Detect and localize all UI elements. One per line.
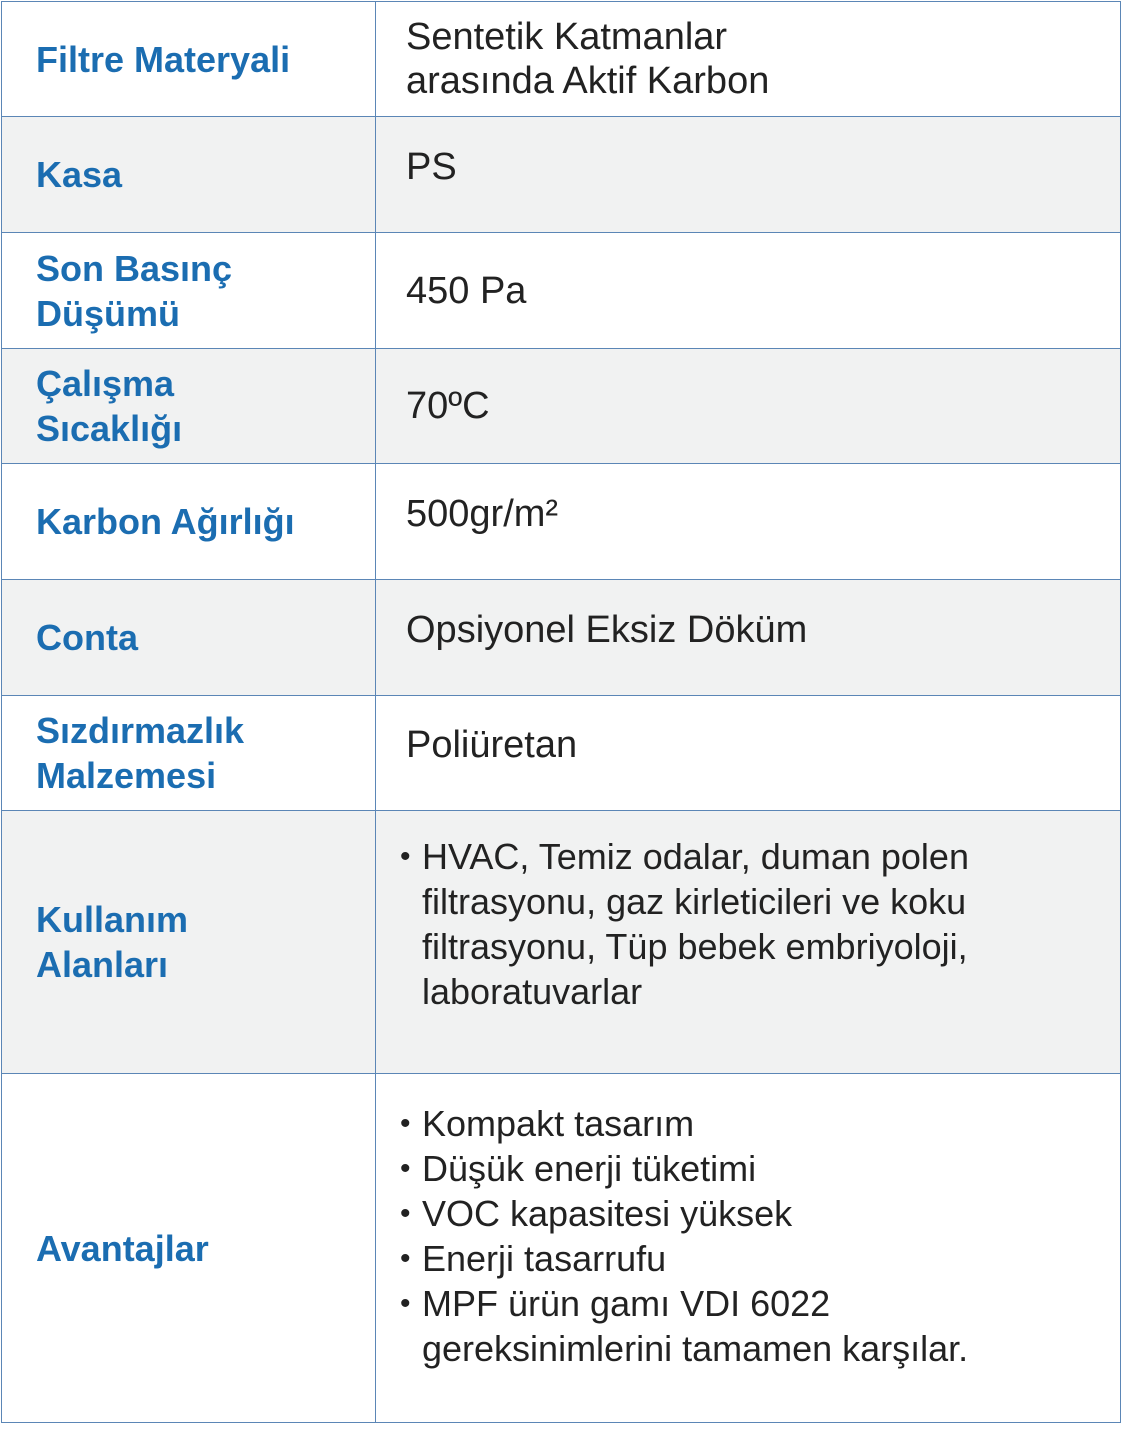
list-item: • Düşük enerji tüketimi: [400, 1146, 1100, 1191]
row-label-carbon-weight: Karbon Ağırlığı: [36, 501, 295, 542]
label-cell: [2, 349, 376, 464]
table-row: [2, 464, 1121, 580]
row-value-case: PS: [406, 145, 457, 188]
list-item: • VOC kapasitesi yüksek: [400, 1191, 1100, 1236]
value-cell: [376, 464, 1121, 580]
table-row: [2, 2, 1121, 117]
label-cell: [2, 1074, 376, 1423]
table-row: [2, 233, 1121, 349]
row-value-gasket: Opsiyonel Eksiz Döküm: [406, 608, 808, 651]
table-row: [2, 349, 1121, 464]
list-item: • Enerji tasarrufu: [400, 1236, 1100, 1281]
row-label-filter-material: Filtre Materyali: [36, 38, 291, 80]
row-value-carbon-weight: 500gr/m²: [406, 492, 559, 535]
row-value-operating-temperature: 70ºC: [406, 385, 490, 427]
row-label-operating-temperature: Çalışma Sıcaklığı: [36, 363, 183, 449]
table-row: [2, 117, 1121, 233]
value-cell: [376, 2, 1121, 117]
value-cell: [376, 696, 1121, 811]
list-item: • MPF ürün gamı VDI 6022 gereksinimlerini tamamen karşılar.: [400, 1281, 1082, 1371]
value-cell: [376, 117, 1121, 233]
list-item: • Kompakt tasarım: [400, 1101, 1100, 1146]
row-value-final-pressure-drop: 450 Pa: [406, 269, 527, 312]
label-cell: [2, 580, 376, 696]
application-areas-list: [376, 834, 1120, 1014]
value-cell: [376, 580, 1121, 696]
table-row: [2, 1074, 1121, 1423]
value-cell: [376, 1074, 1121, 1423]
row-label-case: Kasa: [36, 154, 123, 195]
advantages-list: [376, 1101, 1120, 1371]
value-cell: [376, 233, 1121, 349]
value-cell: [376, 349, 1121, 464]
row-label-application-areas: Kullanım Alanları: [36, 899, 189, 985]
row-label-sealing-material: Sızdırmazlık Malzemesi: [36, 710, 245, 796]
label-cell: [2, 696, 376, 811]
value-cell: [376, 811, 1121, 1074]
table-row: [2, 811, 1121, 1074]
row-label-advantages: Avantajlar: [36, 1227, 209, 1269]
label-cell: [2, 233, 376, 349]
spec-table: [1, 1, 1121, 1423]
label-cell: [2, 464, 376, 580]
table-row: [2, 696, 1121, 811]
list-item: • HVAC, Temiz odalar, duman polen filtrasyonu, gaz kirleticileri ve koku filtrasyonu, Tüp bebek embriyoloji, laboratuvarlar: [400, 834, 1062, 1014]
label-cell: [2, 117, 376, 233]
row-value-sealing-material: Poliüretan: [406, 724, 578, 766]
row-label-final-pressure-drop: Son Basınç Düşümü: [36, 247, 233, 334]
row-label-gasket: Conta: [36, 617, 138, 658]
row-value-filter-material: Sentetik Katmanlar arasında Aktif Karbon: [406, 16, 770, 102]
label-cell: [2, 2, 376, 117]
label-cell: [2, 811, 376, 1074]
table-row: [2, 580, 1121, 696]
